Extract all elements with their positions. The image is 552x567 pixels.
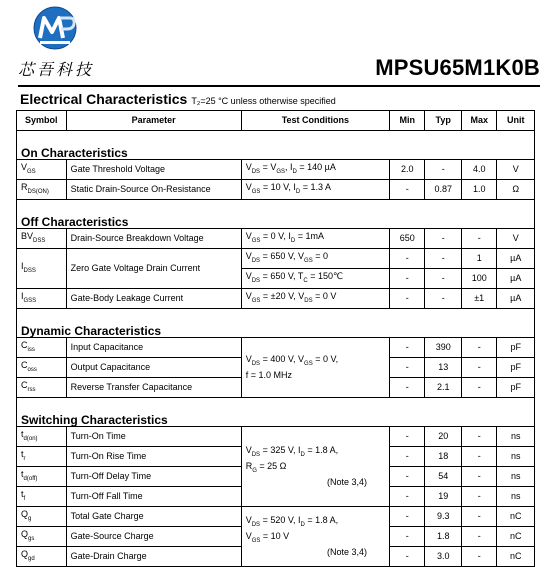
condition-cell: $V_{GS} = 10$ V, $I_D = 1.3$ A <box>241 180 389 200</box>
parameter-cell: Turn-On Time <box>66 427 241 447</box>
unit-cell: ns <box>497 467 535 487</box>
typ-cell: - <box>425 289 461 309</box>
max-cell: - <box>461 358 497 378</box>
company-logo <box>28 6 82 54</box>
typ-cell: 20 <box>425 427 461 447</box>
unit-cell: V <box>497 229 535 249</box>
typ-cell: 18 <box>425 447 461 467</box>
title-condition: T₂=25 °C unless otherwise specified <box>191 96 336 106</box>
unit-cell: ns <box>497 427 535 447</box>
parameter-cell: Gate-Body Leakage Current <box>66 289 241 309</box>
symbol-cell: $I_{DSS}$ <box>17 249 67 289</box>
symbol-cell: $Q_{gs}$ <box>17 527 67 547</box>
table-row <box>17 289 535 309</box>
table-row <box>17 507 535 527</box>
condition-cell: $V_{DS} = 400$ V, $V_{GS} = 0$ V, f = 1.0 MHz <box>241 338 389 398</box>
section-switching: Switching Characteristics <box>17 398 535 427</box>
unit-cell: ns <box>497 447 535 467</box>
min-cell: - <box>390 378 425 398</box>
parameter-cell: Turn-Off Fall Time <box>66 487 241 507</box>
condition-cell: $V_{DS} = 650$ V, $T_C$ = 150℃ <box>241 269 389 289</box>
section-row <box>17 309 535 338</box>
section-off: Off Characteristics <box>17 200 535 229</box>
max-cell: - <box>461 338 497 358</box>
header-symbol: Symbol <box>17 111 67 131</box>
header-parameter: Parameter <box>66 111 241 131</box>
typ-cell: - <box>425 229 461 249</box>
min-cell: - <box>390 180 425 200</box>
symbol-cell: $C_{rss}$ <box>17 378 67 398</box>
symbol-cell: $C_{iss}$ <box>17 338 67 358</box>
section-row <box>17 398 535 427</box>
parameter-cell: Gate Threshold Voltage <box>66 160 241 180</box>
unit-cell: µA <box>497 289 535 309</box>
parameter-cell: Drain-Source Breakdown Voltage <box>66 229 241 249</box>
max-cell: 1.0 <box>461 180 497 200</box>
typ-cell: 3.0 <box>425 547 461 567</box>
min-cell: - <box>390 487 425 507</box>
table-header-row <box>17 111 535 131</box>
title-main: Electrical Characteristics <box>20 91 188 107</box>
typ-cell: 9.3 <box>425 507 461 527</box>
min-cell: - <box>390 358 425 378</box>
unit-cell: pF <box>497 378 535 398</box>
typ-cell: 2.1 <box>425 378 461 398</box>
symbol-cell: $R_{DS(ON)}$ <box>17 180 67 200</box>
header-typ: Typ <box>425 111 461 131</box>
symbol-cell: $I_{GSS}$ <box>17 289 67 309</box>
parameter-cell: Output Capacitance <box>66 358 241 378</box>
min-cell: - <box>390 507 425 527</box>
header-test-conditions: Test Conditions <box>241 111 389 131</box>
typ-cell: - <box>425 249 461 269</box>
max-cell: 100 <box>461 269 497 289</box>
max-cell: - <box>461 447 497 467</box>
max-cell: - <box>461 547 497 567</box>
typ-cell: 390 <box>425 338 461 358</box>
table-row <box>17 427 535 447</box>
typ-cell: 1.8 <box>425 527 461 547</box>
parameter-cell: Turn-On Rise Time <box>66 447 241 467</box>
condition-cell: $V_{DS} = V_{GS}$, $I_D = 140$ µA <box>241 160 389 180</box>
company-chinese-name: 芯吾科技 <box>18 60 95 79</box>
symbol-cell: $t_{d(off)}$ <box>17 467 67 487</box>
condition-cell: $V_{GS} = 0$ V, $I_D = 1mA$ <box>241 229 389 249</box>
electrical-characteristics-table <box>16 110 535 567</box>
max-cell: - <box>461 467 497 487</box>
header-max: Max <box>461 111 497 131</box>
parameter-cell: Total Gate Charge <box>66 507 241 527</box>
table-row <box>17 160 535 180</box>
symbol-cell: $C_{oss}$ <box>17 358 67 378</box>
typ-cell: 0.87 <box>425 180 461 200</box>
max-cell: 4.0 <box>461 160 497 180</box>
typ-cell: - <box>425 269 461 289</box>
unit-cell: pF <box>497 338 535 358</box>
max-cell: - <box>461 487 497 507</box>
unit-cell: nC <box>497 507 535 527</box>
header-divider <box>18 85 540 87</box>
min-cell: 650 <box>390 229 425 249</box>
parameter-cell: Gate-Drain Charge <box>66 547 241 567</box>
min-cell: - <box>390 527 425 547</box>
symbol-cell: $t_{d(on)}$ <box>17 427 67 447</box>
symbol-cell: $BV_{DSS}$ <box>17 229 67 249</box>
header-min: Min <box>390 111 425 131</box>
typ-cell: 13 <box>425 358 461 378</box>
min-cell: - <box>390 547 425 567</box>
condition-cell: $V_{DS} = 520$ V, $I_D = 1.8$ A, $V_{GS} = 10$ V (Note 3,4) <box>241 507 389 567</box>
symbol-cell: $Q_{gd}$ <box>17 547 67 567</box>
section-row <box>17 200 535 229</box>
parameter-cell: Gate-Source Charge <box>66 527 241 547</box>
max-cell: ±1 <box>461 289 497 309</box>
header-unit: Unit <box>497 111 535 131</box>
part-number: MPSU65M1K0B <box>375 55 540 80</box>
min-cell: - <box>390 447 425 467</box>
section-row <box>17 131 535 160</box>
min-cell: - <box>390 338 425 358</box>
typ-cell: 19 <box>425 487 461 507</box>
symbol-cell: $t_r$ <box>17 447 67 467</box>
unit-cell: ns <box>497 487 535 507</box>
table-row <box>17 229 535 249</box>
unit-cell: nC <box>497 527 535 547</box>
max-cell: - <box>461 229 497 249</box>
unit-cell: V <box>497 160 535 180</box>
min-cell: - <box>390 289 425 309</box>
min-cell: 2.0 <box>390 160 425 180</box>
max-cell: 1 <box>461 249 497 269</box>
unit-cell: Ω <box>497 180 535 200</box>
table-row <box>17 249 535 269</box>
unit-cell: nC <box>497 547 535 567</box>
symbol-cell: $t_f$ <box>17 487 67 507</box>
typ-cell: - <box>425 160 461 180</box>
section-title <box>20 91 336 107</box>
parameter-cell: Zero Gate Voltage Drain Current <box>66 249 241 289</box>
min-cell: - <box>390 249 425 269</box>
table-row <box>17 338 535 358</box>
condition-cell: $V_{DS} = 325$ V, $I_D = 1.8$ A, $R_G = 25$ Ω (Note 3,4) <box>241 427 389 507</box>
parameter-cell: Static Drain-Source On-Resistance <box>66 180 241 200</box>
section-on: On Characteristics <box>17 131 535 160</box>
parameter-cell: Turn-Off Delay Time <box>66 467 241 487</box>
unit-cell: pF <box>497 358 535 378</box>
max-cell: - <box>461 507 497 527</box>
condition-cell: $V_{DS} = 650$ V, $V_{GS} = 0$ <box>241 249 389 269</box>
max-cell: - <box>461 378 497 398</box>
parameter-cell: Reverse Transfer Capacitance <box>66 378 241 398</box>
symbol-cell: $Q_g$ <box>17 507 67 527</box>
unit-cell: µA <box>497 269 535 289</box>
section-dynamic: Dynamic Characteristics <box>17 309 535 338</box>
max-cell: - <box>461 527 497 547</box>
unit-cell: µA <box>497 249 535 269</box>
min-cell: - <box>390 427 425 447</box>
condition-cell: $V_{GS} = \pm 20$ V, $V_{DS} = 0$ V <box>241 289 389 309</box>
max-cell: - <box>461 427 497 447</box>
typ-cell: 54 <box>425 467 461 487</box>
table-row <box>17 180 535 200</box>
symbol-cell: $V_{GS}$ <box>17 160 67 180</box>
min-cell: - <box>390 269 425 289</box>
min-cell: - <box>390 467 425 487</box>
parameter-cell: Input Capacitance <box>66 338 241 358</box>
